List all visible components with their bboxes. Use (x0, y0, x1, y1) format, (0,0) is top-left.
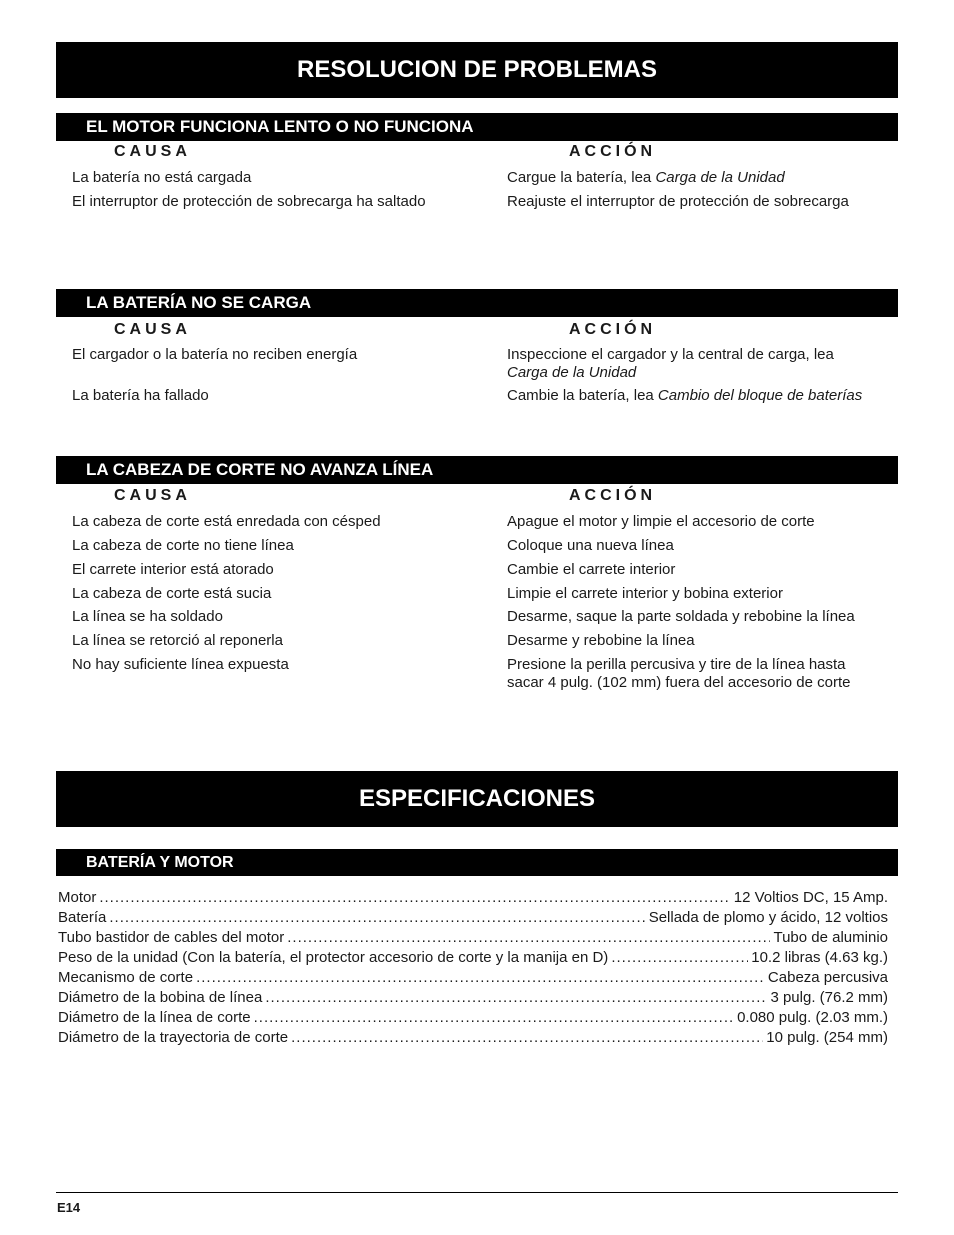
cause-header: CAUSA (114, 143, 191, 160)
action-text: Desarme y rebobine la línea (507, 632, 695, 649)
spec-row: Tubo bastidor de cables del motor ..... Tubo de aluminio (58, 928, 888, 948)
specifications-title: ESPECIFICACIONES (56, 771, 898, 827)
action-text: Reajuste el interruptor de protección de sobrecarga (507, 193, 849, 210)
spec-row: Batería ..... Sellada de plomo y ácido, 12 voltios (58, 908, 888, 928)
cause-text: La línea se retorció al reponerla (72, 632, 283, 649)
action-text: Apague el motor y limpie el accesorio de corte (507, 513, 815, 530)
troubleshooting-title: RESOLUCION DE PROBLEMAS (56, 42, 898, 98)
cause-text: La cabeza de corte está enredada con césped (72, 513, 381, 530)
spec-row: Mecanismo de corte ..... Cabeza percusiva (58, 968, 888, 988)
section-battery-motor-title: BATERÍA Y MOTOR (56, 849, 898, 876)
action-text: Cambie el carrete interior (507, 561, 676, 578)
cause-header: CAUSA (114, 487, 191, 504)
section-battery-title: LA BATERÍA NO SE CARGA (56, 289, 898, 317)
action-text: Cambie la batería, lea Cambio del bloque de baterías (507, 387, 863, 404)
section-motor-title: EL MOTOR FUNCIONA LENTO O NO FUNCIONA (56, 113, 898, 141)
section-cutting-head-title: LA CABEZA DE CORTE NO AVANZA LÍNEA (56, 456, 898, 484)
action-text: Presione la perilla percusiva y tire de la línea hasta sacar 4 pulg. (102 mm) fuera del accesorio de corte (507, 656, 851, 691)
cause-text: La cabeza de corte no tiene línea (72, 537, 294, 554)
action-text: Desarme, saque la parte soldada y rebobine la línea (507, 608, 855, 625)
cause-header: CAUSA (114, 321, 191, 338)
action-text: Coloque una nueva línea (507, 537, 674, 554)
spec-row: Diámetro de la trayectoria de corte ..... 10 pulg. (254 mm) (58, 1028, 888, 1048)
spec-row: Diámetro de la línea de corte ..... 0.080 pulg. (2.03 mm.) (58, 1008, 888, 1028)
action-header: ACCIÓN (569, 487, 657, 504)
cause-text: El cargador o la batería no reciben energía (72, 346, 358, 363)
cause-text: El interruptor de protección de sobrecarga ha saltado (72, 193, 426, 210)
cause-text: La batería ha fallado (72, 387, 209, 404)
cause-text: La cabeza de corte está sucia (72, 585, 272, 602)
spec-row: Peso de la unidad (Con la batería, el protector accesorio de corte y la manija en D) ..... 10.2 libras (4.63 kg.) (58, 948, 888, 968)
action-text: Limpie el carrete interior y bobina exterior (507, 585, 783, 602)
cause-text: La línea se ha soldado (72, 608, 223, 625)
cause-text: No hay suficiente línea expuesta (72, 656, 289, 673)
page-number: E14 (57, 1200, 81, 1215)
cause-text: El carrete interior está atorado (72, 561, 274, 578)
action-text: Cargue la batería, lea Carga de la Unidad (507, 169, 785, 186)
action-text: Inspeccione el cargador y la central de carga, lea Carga de la Unidad (507, 346, 834, 381)
cause-text: La batería no está cargada (72, 169, 252, 186)
action-header: ACCIÓN (569, 143, 657, 160)
footer-rule (56, 1192, 898, 1193)
spec-row: Motor ..... 12 Voltios DC, 15 Amp. (58, 888, 888, 908)
action-header: ACCIÓN (569, 321, 657, 338)
spec-row: Diámetro de la bobina de línea ..... 3 pulg. (76.2 mm) (58, 988, 888, 1008)
